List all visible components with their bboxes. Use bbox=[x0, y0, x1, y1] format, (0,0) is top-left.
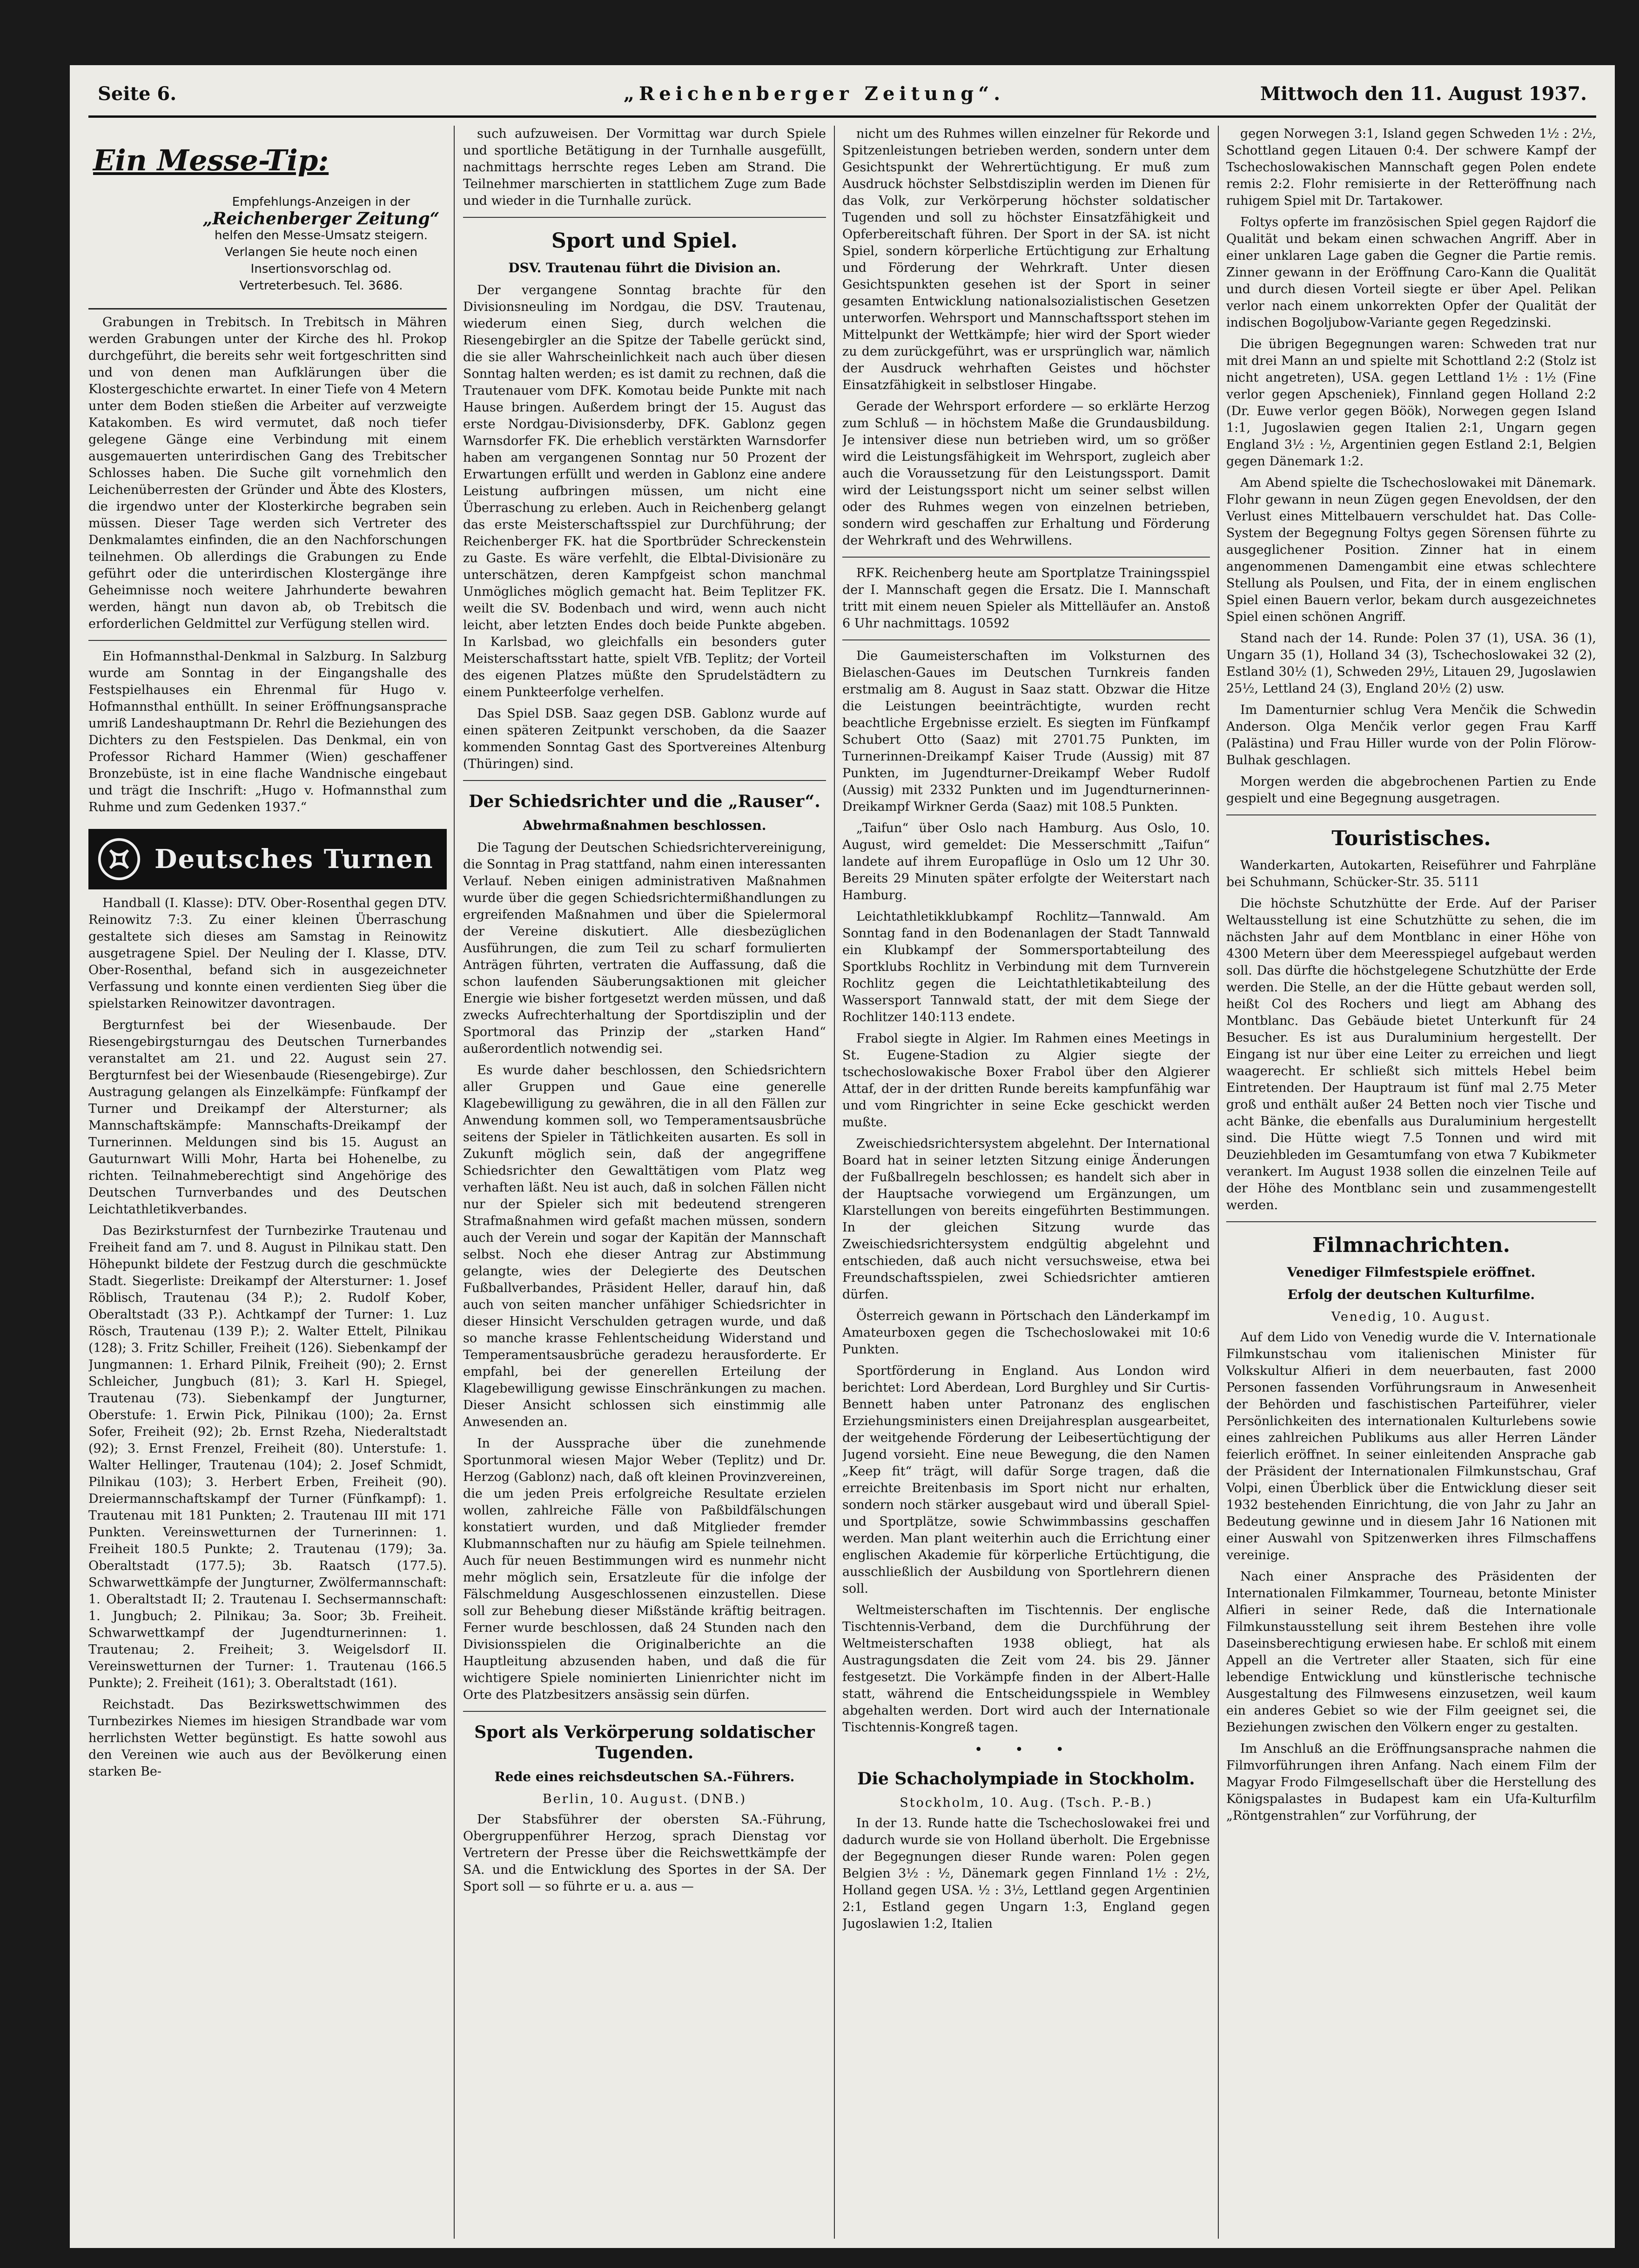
column-4 bbox=[1226, 126, 1596, 2239]
section-title-sport: Sport und Spiel. bbox=[551, 229, 738, 253]
divider bbox=[842, 639, 1210, 640]
section-title-touristisches: Touristisches. bbox=[1331, 827, 1491, 850]
article-schach-cont-4: Am Abend spielte die Tschechoslowakei mit Dänemark. Flohr gewann in neun Zügen gegen Enevoldsen, der den Verlust eines Mittelbauern verschuldet hat. Das Colle-System der Begegnung Foltys gegen Sörensen führte zu ausgeglichener Position. Zinner hat in einem angenommenen Damengambit eine etwas schlechtere Stellung als Poulsen, und Fita, der in einem englischen Spiel einen Bauern verlor, bekam durch ausgezeichnetes Spiel einen schönen Angriff. bbox=[1226, 476, 1596, 624]
messe-tip-ad bbox=[88, 126, 447, 310]
article-oesterreich: Österreich gewann in Pörtschach den Länderkampf im Amateurboxen gegen die Tschechoslowakei mit 10:6 Punkten. bbox=[842, 1309, 1210, 1357]
article-bezirksturnfest: Das Bezirksturnfest der Turnbezirke Trautenau und Freiheit fand am 7. und 8. August in Pilnikau statt. Den Höhepunkt bildete der Festzug durch die geschmückte Stadt. Siegerliste: Dreikampf der Altersturner: 1. Josef Röblisch, Trautenau (34 P.); 2. Rudolf Kober, Oberaltstadt (33 P.). Achtkampf der Turner: 1. Luz Rösch, Trautenau (139 P.); 2. Walter Ettelt, Pilnikau (128); 3. Fritz Schiller, Freiheit (126). Siebenkampf der Jungmannen: 1. Erhard Pilnik, Freiheit (90); 2. Ernst Schleicher, Jungbuch (81); 3. Karl H. Spiegel, Trautenau (73). Siebenkampf der Jungturner, Oberstufe: 1. Erwin Pick, Pilnikau (100); 2a. Ernst Sofer, Freiheit (92); 2b. Ernst Rzeha, Niederaltstadt (92); 3. Ernst Frenzel, Freiheit (80). Unterstufe: 1. Walter Hellinger, Trautenau (104); 2. Josef Schmidt, Pilnikau (103); 3. Herbert Erben, Freiheit (90). Dreiermannschaftskampf der Turner (Fünfkampf): 1. Trautenau mit 181 Punkten; 2. Trautenau III mit 171 Punkten. Vereinswetturnen der Turnerinnen: 1. Freiheit 180.5 Punkte; 2. Trautenau (179); 3a. Oberaltstadt (177.5); 3b. Raatsch (177.5). Schwarwettkämpfe der Jungturner, Zwölfermannschaft: 1. Oberaltstadt II; 2. Trautenau I. Sechsermannschaft: 1. Jungbuch; 2. Pilnikau; 3a. Soor; 3b. Freiheit. Schwarwettkampf der Jugendturnerinnen: 1. Trautenau; 2. Freiheit; 3. Weigelsdorf II. Vereinswetturnen der Turner: 1. Trautenau (166.5 Punkte); 2. Freiheit (161); 3. Oberaltstadt (161). bbox=[88, 1224, 447, 1690]
article-saaz: Das Spiel DSB. Saaz gegen DSB. Gablonz wurde auf einen späteren Zeitpunkt verschoben, da die Saazer kommenden Sonntag Gast des Sportvereines Altenburg (Thüringen) sind. bbox=[463, 707, 826, 771]
newspaper-title: „Reichenberger Zeitung“. bbox=[624, 83, 1005, 105]
page-number: Seite 6. bbox=[98, 83, 177, 105]
newspaper-page bbox=[70, 65, 1615, 2248]
section-title-film: Filmnachrichten. bbox=[1312, 1233, 1510, 1257]
article-england: Sportförderung in England. Aus London wird berichtet: Lord Aberdean, Lord Burghley und Sir Curtis-Bennett haben unter Patronanz des englischen Erziehungsministers einen Dreijahresplan ausgearbeitet, der weitgehende Förderung der Leibesertüchtigung der Jugend vorsieht. Eine neue Bewegung, die den Namen „Keep fit“ trägt, will dafür Sorge tragen, daß die erreichte Breitenbasis im Sport nicht nur erhalten, sondern noch stärker ausgebaut wird und überall Spiel- und Sportplätze, sowie Schwimmbassins geschaffen werden. Man plant weiterhin auch die Errichtung einer englischen Akademie für körperliche Ertüchtigung, die ausschließlich der Ausbildung von Sportlehrern dienen soll. bbox=[842, 1364, 1210, 1596]
notice-number: 5111 bbox=[1447, 875, 1480, 889]
article-reichstadt: Reichstadt. Das Bezirkswettschwimmen des Turnbezirkes Niemes im hiesigen Strandbade war vom herrlichsten Wetter begünstigt. Es hatte sowohl aus den Vereinen wie auch aus der Bevölkerung einen starken Be- bbox=[88, 1697, 447, 1779]
article-rochlitz: Leichtathletikklubkampf Rochlitz—Tannwald. Am Sonntag fand in den Bodenanlagen der Stadt Tannwald ein Klubkampf der Sommersportabteilung des Sportklubs Rochlitz in Verbindung mit dem Turnverein Rochlitz gegen die Leichtathletikabteilung des Wassersport Tannwald statt, der mit dem Siege der Rochlitzer 140:113 endete. bbox=[842, 909, 1210, 1024]
article-morgen: Morgen werden die abgebrochenen Partien zu Ende gespielt und eine Begegnung ausgetragen. bbox=[1226, 774, 1596, 806]
headline-schacholympiade: Die Schacholympiade in Stockholm. bbox=[857, 1769, 1195, 1789]
divider bbox=[463, 1711, 826, 1712]
notice-rfk bbox=[842, 565, 1210, 632]
article-schach-cont-2: Foltys opferte im französischen Spiel gegen Rajdorf die Qualität und bekam einen schwachen Angriff. Aber in einer unklaren Lage gaben die Gegner die Partie remis. Zinner gewann in der Eröffnung Caro-Kann die Qualität und durch diesen Vorteil siegte er über Apel. Pelikan verlor nach einem unkorrekten Opfer der Qualität der indischen Bogoljubow-Variante gegen Regedzinski. bbox=[1226, 215, 1596, 330]
divider bbox=[842, 557, 1210, 558]
messe-tip-title: Ein Messe-Tip: bbox=[93, 143, 329, 177]
divider bbox=[1226, 814, 1596, 815]
ad-line-1: Empfehlungs-Anzeigen in der bbox=[232, 195, 410, 209]
headline-venedig: Venediger Filmfestspiele eröffnet. bbox=[1287, 1265, 1536, 1280]
divider bbox=[88, 640, 447, 641]
article-zweischiedsrichter: Zweischiedsrichtersystem abgelehnt. Der International Board hat in seiner letzten Sitzung einige Änderungen der Fußballregeln beschlossen; es handelt sich aber in der Hauptsache vorwiegend um Ergänzungen, um Klarstellungen von bereits eingeführten Bestimmungen. In der gleichen Sitzung wurde das Zweischiedsrichtersystem endgültig abgelehnt und entschieden, daß auch nicht versuchsweise, etwa bei Freundschaftsspielen, zwei Schiedsrichter amtieren dürfen. bbox=[842, 1137, 1210, 1302]
article-damenturnier: Im Damenturnier schlug Vera Menčik die Schwedin Anderson. Olga Menčik verlor gegen Frau Karff (Palästina) und Frau Hiller wurde von der Polin Flörow-Bulhak geschlagen. bbox=[1226, 703, 1596, 767]
article-frabol: Frabol siegte in Algier. Im Rahmen eines Meetings in St. Eugene-Stadion zu Algier siegte der tschechoslowakische Boxer Frabol über den Algierer Attaf, der in der dritten Runde bereits kampfunfähig war und vom Ringrichter in seine Ecke geschickt werden mußte. bbox=[842, 1031, 1210, 1130]
ad-line-3: helfen den Messe-Umsatz steigern. Verlangen Sie heute noch einen Insertionsvorschlag od. Vertreterbesuch. Tel. 3686. bbox=[214, 229, 428, 293]
divider bbox=[1226, 1221, 1596, 1222]
notice-number: 10592 bbox=[969, 616, 1010, 631]
column-2 bbox=[463, 126, 826, 2239]
article-handball: Handball (I. Klasse): DTV. Ober-Rosenthal gegen DTV. Reinowitz 7:3. Zu einer kleinen Überraschung gestaltete sich dieses am Samstag in Reinowitz ausgetragene Spiel. Der Neuling der I. Klasse, DTV. Ober-Rosenthal, befand sich in ausgezeichneter Verfassung und konnte einen verdienten Sieg über die spielstarken Reinowitzer davontragen. bbox=[88, 896, 447, 1011]
article-schiedsrichter-3: In der Aussprache über die zunehmende Sportunmoral wiesen Major Weber (Teplitz) und Dr. Herzog (Gablonz) nach, daß oft kleinen Provinzvereinen, die um jeden Preis erfolgreiche Resultate erzielen wollen, zahlreiche Fälle von Paßbildfälschungen konstatiert wurden, und daß Mitglieder fremder Klubmannschaften nur zu häufig am Spiele teilnehmen. Auch für neuen Bestimmungen wird es nunmehr nicht mehr möglich sein, Ersatzleute für die infolge der Fälschmeldung Ausgeschlossenen einzustellen. Diese soll zur Behebung dieser Mißstände kräftig beitragen. Ferner wurde beschlossen, daß 24 Stunden nach den Divisionsspielen die Originalberichte an die Hauptleitung abzusenden haben, und daß die für wichtigere Spiele nominierten Linienrichter nicht im Orte des Platzbesitzers ansässig sein dürfen. bbox=[463, 1436, 826, 1702]
ad-paper-name: „Reichenberger Zeitung“ bbox=[202, 209, 440, 229]
turner-cross-icon bbox=[97, 837, 141, 882]
column-divider bbox=[834, 126, 835, 2239]
article-schach-cont-3: Die übrigen Begegnungen waren: Schweden trat nur mit drei Mann an und spielte mit Schottland 2:2 (Stolz ist nicht angetreten), USA. gegen Lettland 1½ : 1½ (Fine verlor gegen Apscheniek), Finnland gegen Holland 2:2 (Dr. Euwe verlor gegen Böök), Norwegen gegen Island 1:1, Jugoslawien gegen Italien 2:1, Ungarn gegen England 3½ : ½, Argentinien gegen Estland 2:1, Belgien gegen Dänemark 1:2. bbox=[1226, 337, 1596, 469]
article-continuation: such aufzuweisen. Der Vormittag war durch Spiele und sportliche Betätigung in der Turnhalle ausgefüllt, nachmittags herrschte reges Leben am Strand. Die Teilnehmer marschierten in stattlichem Zuge zum Bade und wieder in die Turnhalle zurück. bbox=[463, 127, 826, 208]
article-taifun: „Taifun“ über Oslo nach Hamburg. Aus Oslo, 10. August, wird gemeldet: Die Messerschmitt „Taifun“ landete auf ihrem Europaflüge in Oslo um 12 Uhr 30. Bereits 29 Minuten später erfolgte der Weiterstart nach Hamburg. bbox=[842, 821, 1210, 902]
article-stabsfuehrer: Der Stabsführer der obersten SA.-Führung, Obergruppenführer Herzog, sprach Dienstag vor Vertretern der Presse über die Reichswettkämpfe der SA. und die Entwicklung des Sportes in der SA. Der Sport soll — so führte er u. a. aus — bbox=[463, 1812, 826, 1894]
separator-dots: • • • bbox=[974, 1742, 1078, 1758]
subheadline-sa-fuehrer: Rede eines reichsdeutschen SA.-Führers. bbox=[494, 1769, 795, 1784]
masthead bbox=[98, 79, 1587, 116]
divider bbox=[463, 217, 826, 218]
article-bergturnfest: Bergturnfest bei der Wiesenbaude. Der Riesengebirgsturngau des Deutschen Turnerbandes veranstaltet am 21. und 22. August sein 27. Bergturnfest bei der Wiesenbaude (Riesengebirge). Zur Austragung gelangen als Einzelkämpfe: Fünfkampf der Turner und Dreikampf der Altersturner; als Mannschaftskämpfe: Mannschafts-Dreikampf der Turnerinnen. Meldungen sind bis 15. August an Gauturnwart Willi Mohr, Harta bei Hohenelbe, zu richten. Teilnahmeberechtigt sind Angehörige des Deutschen Turnverbandes und des Deutschen Leichtathletikverbandes. bbox=[88, 1018, 447, 1217]
notice-wanderkarten-text: Wanderkarten, Autokarten, Reiseführer und Fahrpläne bei Schuhmann, Schücker-Str. 35. bbox=[1226, 858, 1596, 889]
article-gaumeisterschaften: Die Gaumeisterschaften im Volksturnen des Bielaschen-Gaues im Deutschen Turnkreis fanden erstmalig am 8. August in Saaz statt. Obzwar die Hitze die Leistungen beeinträchtigte, wurden recht beachtliche Ergebnisse erzielt. Es siegten im Fünfkampf Schubert Otto (Saaz) mit 2701.75 Punkten, im Turnerinnen-Dreikampf Kaiser Trude (Aussig) mit 87 Punkten, im Jugendturner-Dreikampf Weber Rudolf (Aussig) mit 2332 Punkten und im Jugendturnerinnen-Dreikampf Wirkner Gerda (Saaz) mit 108.5 Punkten. bbox=[842, 649, 1210, 814]
dateline-venedig: Venedig, 10. August. bbox=[1331, 1310, 1491, 1324]
divider bbox=[463, 780, 826, 781]
masthead-rule bbox=[88, 115, 1596, 118]
article-hofmannsthal: Ein Hofmannsthal-Denkmal in Salzburg. In Salzburg wurde am Sonntag in der Eingangshalle des Festspielhauses ein Ehrenmal für Hugo v. Hofmannsthal enthüllt. In seiner Eröffnungsansprache umriß Landeshauptmann Dr. Rehrl die Beziehungen des Dichters zu den Festspielen. Das Denkmal, ein von Professor Richard Hammer (Wien) geschaffener Bronzebüste, ist in eine flache Wandnische eingebaut und trägt die Inschrift: „Hugo v. Hofmannsthal zum Ruhme und zum Gedenken 1937.“ bbox=[88, 649, 447, 814]
article-filmkunstschau-2: Nach einer Ansprache des Präsidenten der Internationalen Filmkammer, Tourneau, betonte Minister Alfieri in seiner Rede, daß die Internationale Filmkunstausstellung seit ihrem Bestehen ihre volle Daseinsberechtigung erwiesen habe. Er schloß mit einem Appell an die Vertreter aller Staaten, sich für eine lebendige Entwicklung und künstlerische technische Ausgestaltung des Filmwesens einzusetzen, weil kaum ein anderes Gebiet so wie der Film geeignet sei, die Beziehungen zwischen den Völkern enger zu gestalten. bbox=[1226, 1569, 1596, 1735]
article-schiedsrichter-1: Die Tagung der Deutschen Schiedsrichtervereinigung, die Sonntag in Prag stattfand, nahm einen interessanten Verlauf. Neben einigen administrativen Maßnahmen wurde über die gegen Schiedsrichtermißhandlungen zu ergreifenden Maßnahmen und über die Spielermoral der Vereine diskutiert. Alle diesbezüglichen Ausführungen, die zum Teil zu scharf formulierten Anträgen führten, vertraten die Auffassung, daß die schon laufenden Säuberungsaktionen mit gleicher Energie wie bisher fortgesetzt werden müssen, und daß zwecks Aufrechterhaltung der Sportdisziplin und der Sportmoral das Prinzip der „starken Hand“ außerordentlich notwendig sei. bbox=[463, 841, 826, 1056]
article-wehrsport-2: Gerade der Wehrsport erfordere — so erklärte Herzog zum Schluß — in höchstem Maße die Grundausbildung. Je intensiver diese nun betrieben wird, um so größer wird die Leistungsfähigkeit im Wehrsport, zugleich aber auch die Voraussetzung für den Leistungssport. Damit wird der Leistungssport nicht um seiner selbst willen oder des Ruhmes wegen von einzelnen betrieben, sondern wird geschaffen zur Erhaltung und Förderung der Wehrkraft und des Wehrwillens. bbox=[842, 399, 1210, 548]
deutsches-turnen-banner bbox=[88, 829, 447, 889]
headline-trautenau: DSV. Trautenau führt die Division an. bbox=[508, 260, 781, 276]
column-divider bbox=[454, 126, 455, 2239]
column-3 bbox=[842, 126, 1210, 2239]
notice-wanderkarten bbox=[1226, 857, 1596, 891]
dateline-stockholm: Stockholm, 10. Aug. (Tsch. P.-B.) bbox=[900, 1796, 1153, 1810]
banner-title: Deutsches Turnen bbox=[154, 844, 434, 875]
dateline-berlin: Berlin, 10. August. (DNB.) bbox=[542, 1792, 747, 1806]
subheadline-kulturfilme: Erfolg der deutschen Kulturfilme. bbox=[1287, 1287, 1535, 1302]
article-schach: In der 13. Runde hatte die Tschechoslowakei frei und dadurch wurde sie von Holland überholt. Die Ergebnisse der Begegnungen dieser Runde waren: Polen gegen Belgien 3½ : ½, Dänemark gegen Finnland 1½ : 2½, Holland gegen USA. ½ : 3½, Lettland gegen Argentinien 2:1, Estland gegen Ungarn 1:3, England gegen Jugoslawien 1:2, Italien bbox=[842, 1816, 1210, 1931]
article-schiedsrichter-2: Es wurde daher beschlossen, den Schiedsrichtern aller Gruppen und Gaue eine generelle Klagebewilligung zu gewähren, die in all den Fällen zur Anwendung kommen soll, wo Temperamentsausbrüche seitens der Spieler in Tätlichkeiten ausarten. Es soll in Zukunft möglich sein, daß der angegriffene Schiedsrichter den Gewalttätigen vom Platz weg verhaften läßt. Neu ist auch, daß in solchen Fällen nicht nur der Spieler sich mit bedeutend strengeren Strafmaßnahmen wird gefaßt machen müssen, sondern auch der Verein und sogar der Kapitän der Mannschaft selbst. Noch ehe dieser Antrag zur Abstimmung gelangte, wies der Delegierte des Deutschen Fußballverbandes, Präsident Heller, darauf hin, daß auch von seiten mancher unfähiger Schiedsrichter in dieser Hinsicht Verschulden getragen wurde, und daß so manche krasse Fehlentscheidung Widerstand und Temperamentsausbrüche geradezu herausforderte. Er empfahl, bei der generellen Erteilung der Klagebewilligung gewisse Einschränkungen zu machen. Dieser Ansicht schlossen sich einstimmig alle Anwesenden an. bbox=[463, 1063, 826, 1429]
article-schutzhuette: Die höchste Schutzhütte der Erde. Auf der Pariser Weltausstellung ist eine Schutzhütte zu sehen, die im nächsten Jahr auf dem Montblanc in einer Höhe von 4300 Metern über dem Meeresspiegel aufgebaut werden soll. Das dürfte die höchstgelegene Schutzhütte der Erde werden. Die Stelle, an der die Hütte gebaut werden soll, heißt Col des Rochers und liegt am Abhang des Montblanc. Das Gebäude bietet Unterkunft für 24 Besucher. Es ist aus Duraluminium hergestellt. Der Eingang ist nur über eine Leiter zu erreichen und liegt waagerecht. Er schließt sich mittels Hebel beim Eintretenden. Der Hauptraum ist fünf mal 2.75 Meter groß und enthält außer 24 Betten noch vier Tische und acht Bänke, die ebenfalls aus Duraluminium hergestellt sind. Die Hütte wiegt 7.5 Tonnen und wird mit Deuziehbleden im Gesamtumfang von etwa 7 Kubikmeter verankert. Im August 1938 sollen die einzelnen Teile auf der Höhe des Montblanc sein und zusammengestellt werden. bbox=[1226, 896, 1596, 1212]
article-wehrsport-1: nicht um des Ruhmes willen einzelner für Rekorde und Spitzenleistungen betrieben werden, sondern unter dem Gesichtspunkt der Wehrertüchtigung. Er muß zum Ausdruck höchster Selbstdisziplin werden im Dienen für das Volk, zur Verkörperung höchster soldatischer Tugenden und soll zu höchster Einsatzfähigkeit und Opferbereitschaft führen. Der Sport in der SA. ist nicht Spiel, sondern körperliche Ertüchtigung zur Erhaltung und Förderung der Wehrkraft. Unter diesen Gesichtspunkten gesehen ist der Sport in seiner gesamten Entwicklung nationalsozialistischen Gesetzen unterworfen. Wehrsport und Mannschaftssport stehen im Mittelpunkt der Wettkämpfe; hier wird der Sport wieder zu dem zurückgeführt, was er ursprünglich war, nämlich der Ausdruck wehrhaften Geistes und höchster Einsatzfähigkeit in selbstloser Hingabe. bbox=[842, 127, 1210, 392]
article-filmkunstschau-3: Im Anschluß an die Eröffnungsansprache nahmen die Filmvorführungen ihren Anfang. Nach einem Film der Magyar Frodo Filmgesellschaft über die Herstellung des Königspalastes in Budapest kam ein Ufa-Kulturfilm „Röntgenstrahlen“ zur Vorführung, der bbox=[1226, 1742, 1596, 1823]
article-filmkunstschau-1: Auf dem Lido von Venedig wurde die V. Internationale Filmkunstschau vom italienischen Minister für Volkskultur Alfieri in dem neuerbauten, fast 2000 Personen fassenden Vorführungsraum in Anwesenheit der Behörden und faschistischen Parteiführer, vieler Persönlichkeiten des internationalen Kulturlebens sowie eines zahlreichen Publikums aus aller Herren Länder feierlich eröffnet. In seiner einleitenden Ansprache gab der Präsident der Internationalen Filmkunstschau, Graf Volpi, einen Überblick über die Entwicklung dieser seit 1932 bestehenden Einrichtung, die von Jahr zu Jahr an Bedeutung gewinne und in diesem Jahr 16 Nationen mit einer Auswahl von Spitzenwerken ihres Filmschaffens vereinige. bbox=[1226, 1330, 1596, 1562]
article-trebitsch: Grabungen in Trebitsch. In Trebitsch in Mähren werden Grabungen unter der Kirche des hl. Prokop durchgeführt, die bereits sehr weit fortgeschritten sind und von denen man Aufklärungen über die Klostergeschichte erwartet. In einer Tiefe von 4 Metern unter dem Boden stießen die Arbeiter auf verzweigte Katakomben. Es wird vermutet, daß noch tiefer gelegene Gänge eine Verbindung mit einem ausgemauerten unterirdischen Gang des Trebitscher Schlosses haben. Die Suche gilt vornehmlich den Leichenüberresten der Gründer und Äbte des Klosters, die irgendwo unter der Klosterkirche begraben sein müssen. Dieser Tage werden sich Vertreter des Denkmalamtes einfinden, die an den Nachforschungen teilnehmen. Ob allerdings die Grabungen zu Ende geführt oder die unterirdischen Klostergänge ihre Geheimnisse noch weitere Jahrhunderte bewahren werden, hängt nun davon ab, ob Trebitsch die erforderlichen Geldmittel zur Verfügung stellen wird. bbox=[88, 315, 447, 631]
subheadline-abwehr: Abwehrmaßnahmen beschlossen. bbox=[523, 818, 766, 833]
article-schach-stand: Stand nach der 14. Runde: Polen 37 (1), USA. 36 (1), Ungarn 35 (1), Holland 34 (3), Tschechoslowakei 32 (2), Estland 30½ (1), Schweden 29½, Litauen 29, Jugoslawien 25½, Lettland 24 (3), England 20½ (2) usw. bbox=[1226, 631, 1596, 696]
headline-schiedsrichter: Der Schiedsrichter und die „Rauser“. bbox=[469, 792, 820, 811]
issue-date: Mittwoch den 11. August 1937. bbox=[1260, 83, 1587, 105]
article-tischtennis: Weltmeisterschaften im Tischtennis. Der englische Tischtennis-Verband, dem die Durchführung der Weltmeisterschaften 1938 obliegt, hat als Austragungsdaten die Zeit vom 24. bis 29. Jänner festgesetzt. Die Vorkämpfe finden in der Albert-Halle statt, während die Entscheidungsspiele in Wembley abgehalten werden. Dort wird auch der Internationale Tischtennis-Kongreß tagen. bbox=[842, 1603, 1210, 1735]
article-division: Der vergangene Sonntag brachte für den Divisionsneuling im Nordgau, die DSV. Trautenau, wiederum einen Sieg, durch welchen die Riesengebirgler an die Spitze der Tabelle gerückt sind, die sie aller Wahrscheinlichkeit nach auch über diesen Sonntag halten werden; es ist damit zu rechnen, daß die Trautenauer vom DFK. Komotau beide Punkte mit nach Hause bringen. Außerdem bringt der 15. August das erste Nordgau-Divisionsderby, DFK. Gablonz gegen Warnsdorfer FK. Die erheblich verstärkten Warnsdorfer haben am vergangenen Sonntag nur 50 Prozent der Erwartungen erfüllt und werden in Gablonz eine andere Leistung aufbringen müssen, um nicht eine Überraschung zu erleben. Auch in Reichenberg gelangt das erste Meisterschaftsspiel zur Durchführung; der Reichenberger FK. hat die Sportbrüder Schreckenstein zu Gaste. Es wäre verfehlt, die Elbtal-Divisionäre zu unterschätzen, deren Kampfgeist schon manchmal Unmögliches möglich gemacht hat. Beim Teplitzer FK. weilt die SV. Bodenbach und wird, wenn auch nicht leicht, aber letzten Endes doch beide Punkte abgeben. In Karlsbad, wo gleichfalls ein besonders guter Meisterschaftsstart hatte, spielt VfB. Teplitz; der Vorteil des eigenen Platzes müßte den Sprudelstädtern zu einem Punkteerfolge verhelfen. bbox=[463, 283, 826, 700]
ad-text bbox=[200, 194, 442, 294]
column-1 bbox=[88, 126, 447, 2239]
article-schach-cont-1: gegen Norwegen 3:1, Island gegen Schweden 1½ : 2½, Schottland gegen Litauen 0:4. Der schwere Kampf der Tschechoslowakischen Mannschaft gegen Polen endete remis 2:2. Flohr remisierte in der Retteröffnung nach ruhigem Spiel mit Dr. Tartakower. bbox=[1226, 127, 1596, 208]
headline-sport-soldatisch: Sport als Verkörperung soldatischer Tugenden. bbox=[474, 1723, 815, 1763]
column-divider bbox=[1218, 126, 1219, 2239]
notice-rfk-text: RFK. Reichenberg heute am Sportplatze Trainingsspiel der I. Mannschaft gegen die Ersatz. Die I. Mannschaft tritt mit einem neuen Spieler als Mittelläufer an. Anstoß 6 Uhr nachmittags. bbox=[842, 566, 1210, 631]
